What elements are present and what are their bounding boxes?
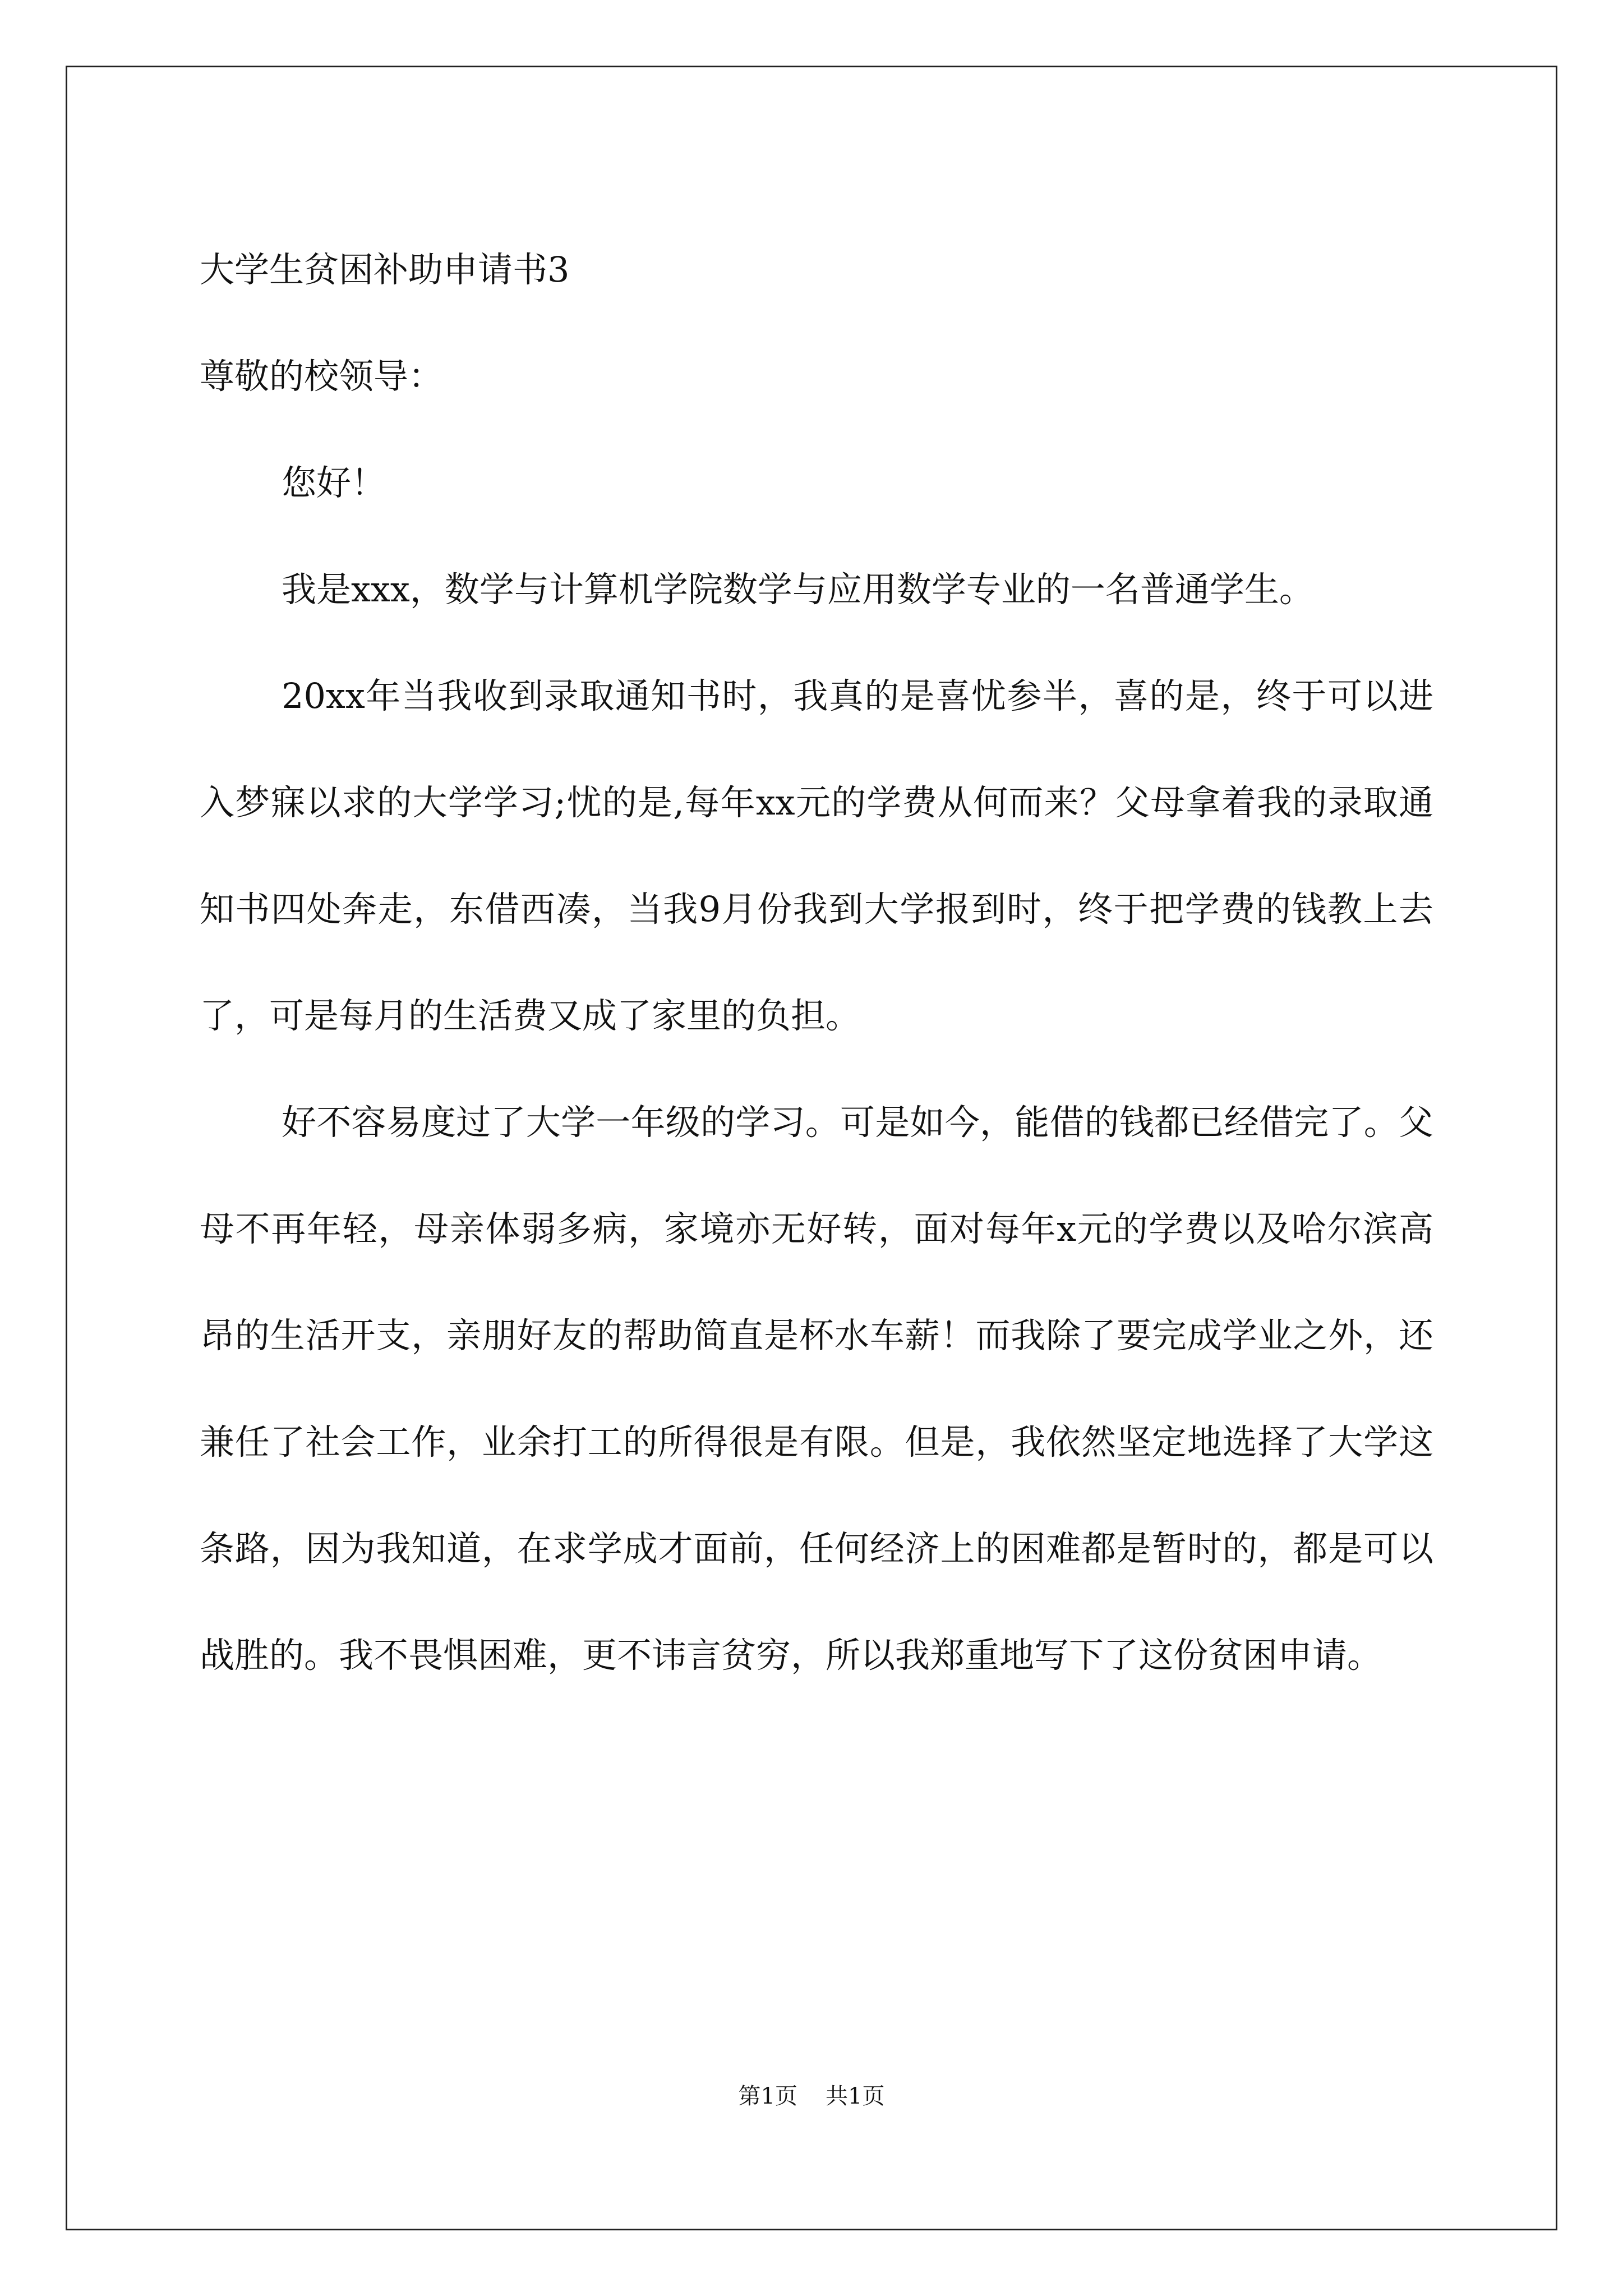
document-title: 大学生贫困补助申请书3 <box>200 249 570 290</box>
greeting: 您好！ <box>282 462 386 503</box>
page-total: 共1页 <box>826 2083 885 2109</box>
paragraph-3: 好不容易度过了大学一年级的学习。可是如今，能借的钱都已经借完了。父母不再年轻，母亲体弱多病，家境亦无好转，面对每年x元的学费以及哈尔滨高昂的生活开支，亲朋好友的帮助简直是杯水车薪！而我除了要完成学业之外，还兼任了社会工作，业余打工的所得很是有限。但是，我依然坚定地选择了大学这条路，因为我知道，在求学成才面前，任何经济上的困难都是暂时的，都是可以战胜的。我不畏惧困难，更不讳言贫穷，所以我郑重地写下了这份贫困申请。 <box>200 1102 1433 1676</box>
page-number: 第1页 <box>738 2083 797 2109</box>
page-footer <box>0 2082 1623 2110</box>
paragraph-1: 我是xxx，数学与计算机学院数学与应用数学专业的一名普通学生。 <box>282 569 1314 610</box>
paragraph-2: 20xx年当我收到录取通知书时，我真的是喜忧参半，喜的是，终于可以进入梦寐以求的大学学习;忧的是,每年xx元的学费从何而来？父母拿着我的录取通知书四处奔走，东借西凑，当我9月份我到大学报到时，终于把学费的钱教上去了，可是每月的生活费又成了家里的负担。 <box>200 675 1433 1036</box>
document-body <box>200 217 1433 1709</box>
salutation: 尊敬的校领导： <box>200 356 444 397</box>
